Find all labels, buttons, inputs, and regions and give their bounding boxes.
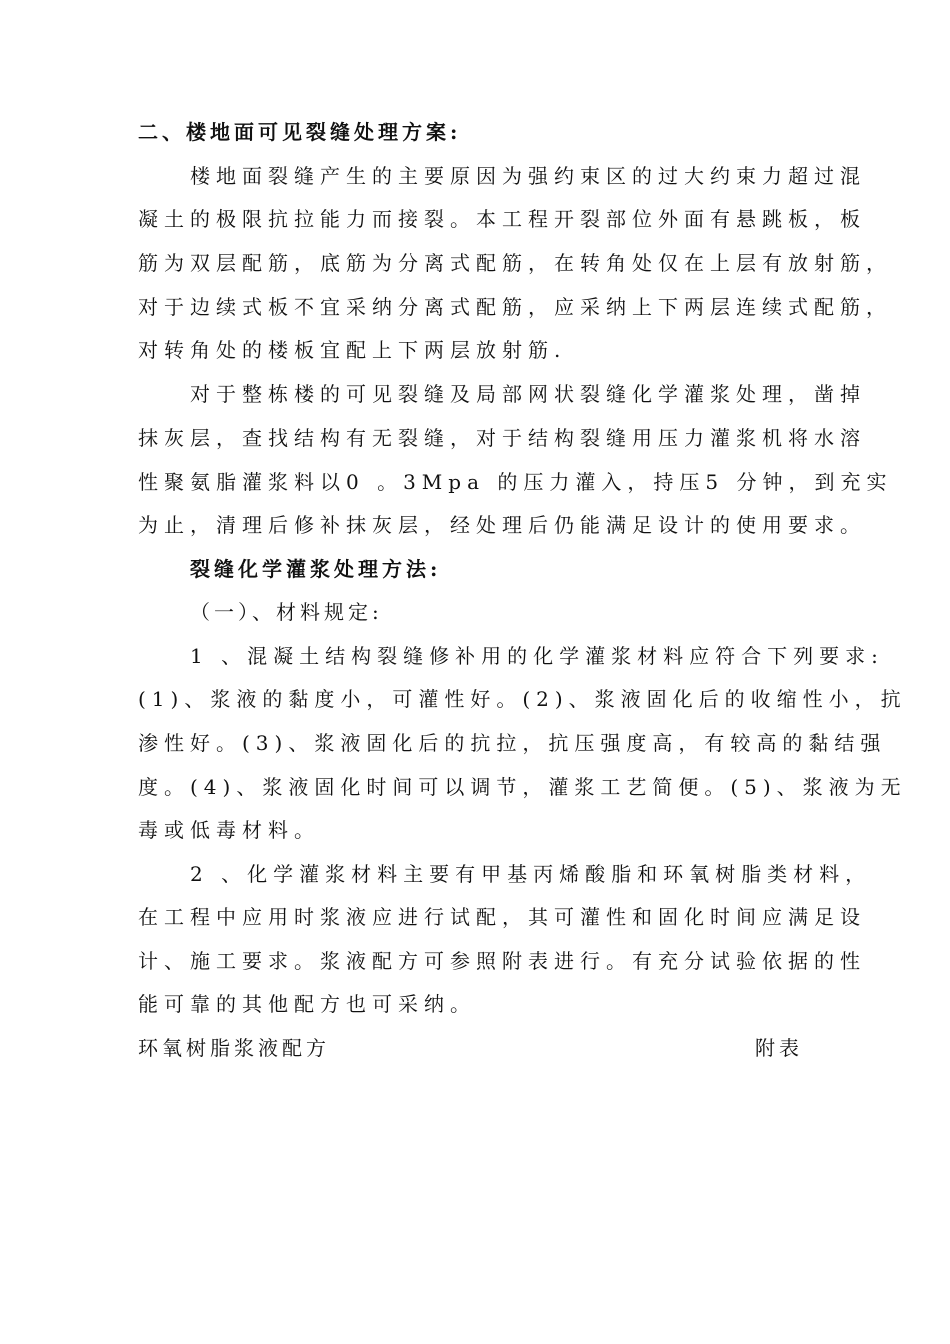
- item-2-line-3: 计、施工要求。浆液配方可参照附表进行。有充分试验依据的性: [138, 949, 866, 973]
- item-1-line-4: 度。(4)、浆液固化时间可以调节，灌浆工艺简便。(5)、浆液为无: [138, 775, 907, 799]
- table-caption: 环氧树脂浆液配方: [138, 1036, 330, 1060]
- paragraph-2-line-1: 对于整栋楼的可见裂缝及局部网状裂缝化学灌浆处理，凿掉: [190, 382, 866, 406]
- item-1-line-5: 毒或低毒材料。: [138, 818, 320, 842]
- item-2-line-2: 在工程中应用时浆液应进行试配，其可灌性和固化时间应满足设: [138, 905, 866, 929]
- paragraph-2-line-2: 抹灰层，查找结构有无裂缝，对于结构裂缝用压力灌浆机将水溶: [138, 426, 866, 450]
- item-2-line-4: 能可靠的其他配方也可采纳。: [138, 992, 476, 1016]
- paragraph-1-line-4: 对于边续式板不宜采纳分离式配筋，应采纳上下两层连续式配筋，: [138, 295, 892, 319]
- item-1-line-3: 渗性好。(3)、浆液固化后的抗拉，抗压强度高，有较高的黏结强: [138, 731, 887, 755]
- table-note: 附表: [755, 1036, 803, 1060]
- paragraph-2-line-4: 为止，清理后修补抹灰层，经处理后仍能满足设计的使用要求。: [138, 513, 866, 537]
- paragraph-1-line-3: 筋为双层配筋，底筋为分离式配筋，在转角处仅在上层有放射筋，: [138, 251, 892, 275]
- paragraph-2-line-3: 性聚氨脂灌浆料以0 。3Mpa 的压力灌入，持压5 分钟，到充实: [138, 470, 893, 494]
- item-2-line-1: 2 、化学灌浆材料主要有甲基丙烯酸脂和环氧树脂类材料，: [190, 862, 872, 886]
- subheading: 裂缝化学灌浆处理方法:: [190, 557, 442, 581]
- paragraph-1-line-5: 对转角处的楼板宜配上下两层放射筋.: [138, 338, 567, 362]
- section-heading: 二、楼地面可见裂缝处理方案:: [138, 120, 462, 144]
- paragraph-1-line-1: 楼地面裂缝产生的主要原因为强约束区的过大约束力超过混: [190, 164, 866, 188]
- item-1-line-1: 1 、混凝土结构裂缝修补用的化学灌浆材料应符合下列要求:: [190, 644, 884, 668]
- item-1-line-2: (1)、浆液的黏度小，可灌性好。(2)、浆液固化后的收缩性小，抗: [138, 687, 907, 711]
- section-label: （一）、材料规定:: [190, 600, 383, 624]
- paragraph-1-line-2: 凝土的极限抗拉能力而接裂。本工程开裂部位外面有悬跳板，板: [138, 207, 866, 231]
